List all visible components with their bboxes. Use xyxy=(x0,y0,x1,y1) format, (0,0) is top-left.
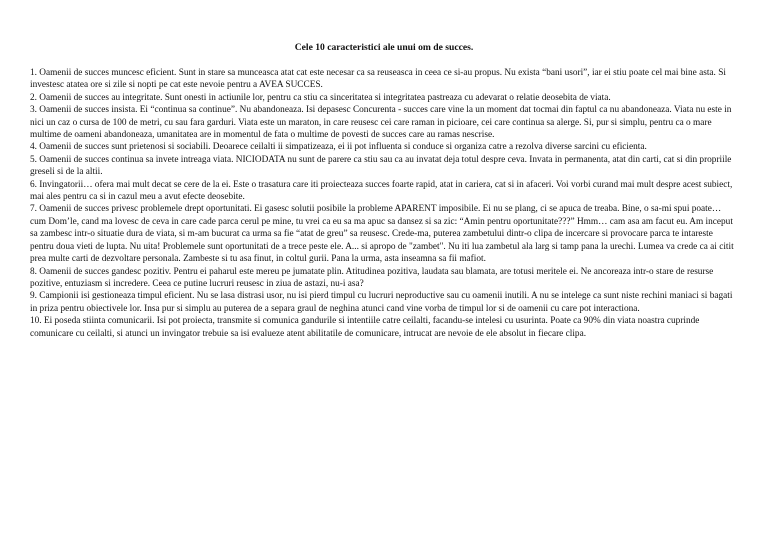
document-page xyxy=(30,42,738,340)
list-item: 10. Ei poseda stiinta comunicarii. Isi pot proiecta, transmite si comunica gandurile si intentiile catre ceilalti, facandu-se intelesi cu usurinta. Poate ca 90% din viata noastra cuprinde comunicare cu ceilalti, si atunci un invingator trebuie sa isi evalueze atent abilitatile de comunicare, intrucat are nevoie de ele absolut in fiecare clipa. xyxy=(30,316,700,339)
document-title: Cele 10 caracteristici ale unui om de succes. xyxy=(294,42,474,53)
list-item: 5. Oamenii de succes continua sa invete intreaga viata. NICIODATA nu sunt de parere ca stiu sau ca au invatat deja totul despre ceva. Invata in permanenta, atat din carti, cat si din propriile greseli si de la altii. xyxy=(30,154,732,178)
list-item: 7. Oamenii de succes privesc problemele drept oportunitati. Ei gasesc solutii posibile la probleme APARENT imposibile. Ei nu se plang, ci se apuca de treaba. Bine, o sa-mi spui poate… cum Dom’le, cand ma lovesc de ceva in care cade parca cerul pe mine, tu vrei ca eu sa ma apuc sa dansez si sa zic: “Amin pentru oportunitate???” Hmm… cam asa am facut eu. Am inceput sa zambesc intr-o situatie dura de viata, si m-am bucurat ca urma sa fie “atat de greu” sa reusesc. Crede-ma, puterea zambetului dintr-o clipa de incercare si provocare parca te intareste pentru doua vieti de lupta. Nu uita! Problemele sunt oportunitati de a trece peste ele. A... si apropo de "zambet". Nu iti lua zambetul ala larg si tamp pana la urechi. Lumea va crede ca ai citit prea multe carti de dezvoltare personala. Zambeste si tu asa finut, in coltul gurii. Pana la urma, asta inseamna sa fii mafiot. xyxy=(30,204,734,265)
list-item: 9. Campionii isi gestioneaza timpul eficient. Nu se lasa distrasi usor, nu isi pierd timpul cu lucruri neproductive sau cu oamenii inutili. A nu se intelege ca sunt niste rechini maniaci si bagati in priza pentru obiectivele lor. Insa pur si simplu au puterea de a separa graul de neghina atunci cand vine vorba de timpul lor si de oamenii cu care pot interactiona. xyxy=(30,291,733,314)
list-item: 6. Invingatorii… ofera mai mult decat se cere de la ei. Este o trasatura care iti proiecteaza succes foarte rapid, atat in cariera, cat si in afaceri. Voi vorbi curand mai mult despre acest subiect, mai ales pentru ca si in cazul meu a avut efecte deosebite. xyxy=(30,179,733,203)
list-item: 4. Oamenii de succes sunt prietenosi si sociabili. Deoarece ceilalti ii simpatizeaza, ei ii pot influenta si conduce si organiza catre a rezolva diverse sarcini cu eficienta. xyxy=(30,142,647,153)
list-item: 1. Oamenii de succes muncesc eficient. Sunt in stare sa munceasca atat cat este necesar ca sa reuseasca in ceea ce si-au propus. Nu exista “bani usori”, iar ei stiu poate cel mai bine asta. Si investesc atatea ore si zile si nopti pe cat este nevoie pentru a AVEA SUCCES. xyxy=(30,68,726,91)
list-item: 3. Oamenii de succes insista. Ei “continua sa continue”. Nu abandoneaza. Isi depasesc Concurenta - succes care vine la un moment dat tocmai din faptul ca nu abandoneaza. Viata nu este in nici un caz o cursa de 100 de metri, cu sau fara garduri. Viata este un maraton, in care reusesc cei care raman in picioare, cei care continua sa alerge. Si, pur si simplu, pentru ca o mare multime de oameni abandoneaza, umanitatea are in momentul de fata o multime de povesti de succes care au ramas nescrise. xyxy=(30,105,732,141)
characteristics-list xyxy=(30,67,738,340)
list-item: 2. Oamenii de succes au integritate. Sunt onesti in actiunile lor, pentru ca stiu ca sinceritatea si integritatea pastreaza cu adevarat o relatie deosebita de viata. xyxy=(30,92,611,103)
list-item: 8. Oamenii de succes gandesc pozitiv. Pentru ei paharul este mereu pe jumatate plin. Atitudinea pozitiva, laudata sau blamata, are totusi meritele ei. Ne ancoreaza intr-o stare de resurse pozitive, entuziasm si incredere. Ceea ce putine lucruri reusesc in ziua de astazi, nu-i asa? xyxy=(30,266,714,289)
